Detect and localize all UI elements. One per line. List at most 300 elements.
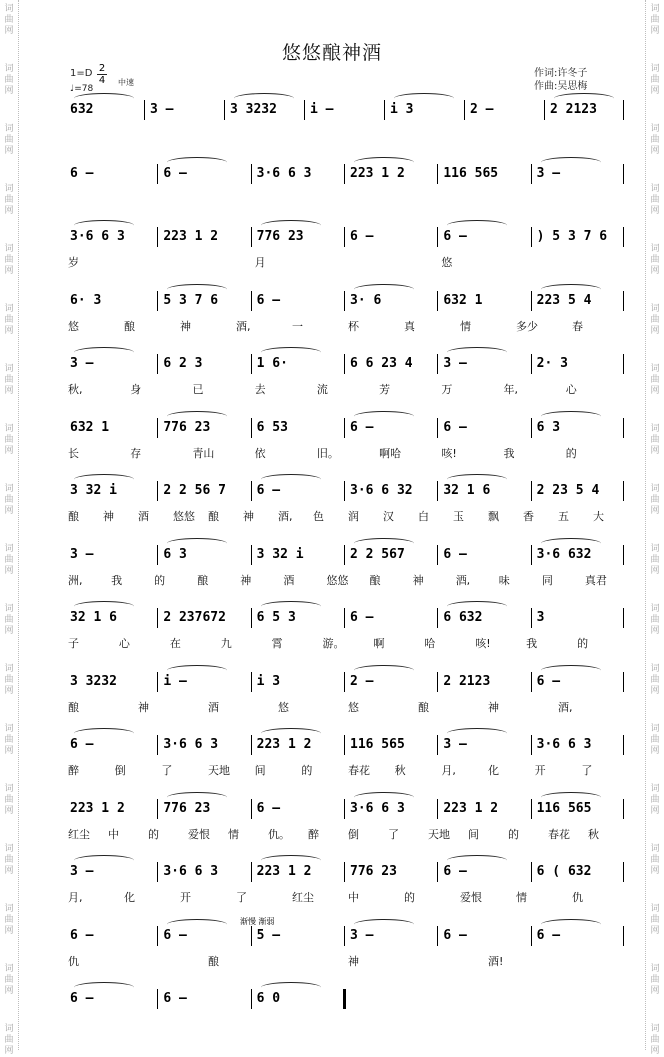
lyric-syllable: 咳!: [441, 446, 457, 460]
watermark-text: 词 曲 网: [650, 184, 660, 216]
lyric-syllable: 的: [154, 573, 166, 587]
lyric-syllable: 大: [593, 510, 604, 523]
measure: 2 –: [470, 102, 494, 117]
barline: [437, 672, 438, 692]
measure: 2· 3: [536, 356, 568, 371]
lyric-syllable: 酿: [418, 700, 429, 714]
barline: [344, 862, 345, 882]
lyric-syllable: 真: [404, 319, 415, 333]
barline-end: [623, 418, 624, 438]
lyric-syllable: 爱恨: [188, 827, 210, 841]
barline: [437, 227, 438, 247]
lyric-syllable: 九: [220, 637, 232, 650]
measure: 632 1: [443, 292, 483, 308]
dynamics-annotation: 渐慢 渐弱: [240, 916, 275, 926]
slur: [554, 93, 614, 104]
slur: [541, 157, 601, 168]
slur: [447, 601, 507, 612]
lyric-syllable: 青山: [192, 446, 215, 460]
composer-credit: 作曲:吴思梅: [534, 81, 588, 92]
barline: [157, 545, 158, 565]
measure: 6 –: [443, 419, 467, 435]
barline: [344, 608, 345, 628]
lyric-syllable: 悠: [278, 700, 289, 714]
barline: [157, 926, 158, 946]
watermark-text: 词 曲 网: [650, 64, 660, 96]
slur: [447, 220, 507, 231]
lyric-syllable: 酿: [124, 319, 135, 333]
measure: 632: [70, 102, 94, 117]
lyric-syllable: 酿: [208, 510, 219, 523]
barline: [437, 291, 438, 311]
notation-row: [64, 672, 624, 692]
slur: [541, 919, 601, 930]
measure: i 3: [390, 102, 414, 117]
lyric-syllable: 哈: [424, 637, 436, 650]
lyric-syllable: 春花: [348, 764, 370, 777]
measure: 2 2123: [443, 673, 491, 689]
lyric-syllable: 间: [254, 764, 266, 777]
barline-end: [623, 164, 624, 184]
barline: [344, 227, 345, 247]
slur: [261, 220, 321, 231]
lyric-syllable: 神: [412, 573, 424, 587]
lyric-syllable: 汉: [383, 510, 394, 523]
watermark-text: 词 曲 网: [650, 544, 660, 576]
lyric-syllable: 了: [161, 764, 173, 777]
measure: 6 53: [256, 419, 288, 435]
barline-end: [623, 735, 624, 755]
lyric-syllable: 咳!: [475, 637, 491, 650]
watermark-text: 词 曲 网: [4, 184, 14, 216]
lyric-syllable: 五: [558, 510, 569, 523]
measure: 6 –: [536, 673, 561, 689]
barline-end: [623, 608, 624, 628]
slur: [354, 665, 414, 676]
watermark-text: 词 曲 网: [4, 1024, 14, 1056]
slur: [167, 411, 227, 422]
measure: 2 23 5 4: [536, 483, 600, 498]
lyric-syllable: 酒: [208, 700, 219, 714]
measure: 6· 3: [70, 292, 102, 308]
slur: [167, 157, 227, 168]
slur: [354, 411, 414, 422]
barline: [344, 354, 345, 374]
lyric-syllable: 情: [516, 891, 527, 904]
barline: [251, 989, 252, 1009]
lyrics-row: [64, 445, 624, 461]
lyric-syllable: 已: [192, 383, 204, 396]
lyric-syllable: 岁: [68, 256, 79, 269]
barline-end: [623, 227, 624, 247]
measure: 6 –: [163, 165, 187, 181]
barline: [544, 100, 545, 120]
measure: 6 –: [536, 927, 561, 943]
score-line: [0, 481, 664, 547]
lyrics-row: [64, 826, 624, 842]
barline: [531, 799, 532, 819]
barline: [344, 291, 345, 311]
barline: [251, 354, 252, 374]
lyric-syllable: 情: [460, 319, 471, 333]
barline: [344, 926, 345, 946]
measure: 3 32 i: [256, 546, 304, 562]
measure: i –: [163, 673, 187, 689]
measure: 3 3232: [230, 102, 277, 117]
notation-row: [64, 799, 624, 819]
measure: 6 6 23 4: [350, 356, 413, 371]
barline: [384, 100, 385, 120]
score-line: [0, 862, 664, 928]
measure: 223 1 2: [256, 737, 312, 752]
measure: 3 3232: [70, 673, 117, 689]
measure: 1 6·: [256, 356, 288, 371]
lyric-syllable: 开: [180, 891, 191, 904]
slur: [167, 284, 227, 295]
lyric-syllable: 白: [418, 510, 429, 523]
measure: 3·6 6 32: [350, 483, 413, 498]
watermark-text: 词 曲 网: [650, 424, 660, 456]
measure: 3 –: [536, 165, 561, 181]
watermark-text: 词 曲 网: [4, 544, 14, 576]
key-signature: 1=D: [70, 68, 93, 79]
lyric-syllable: 天地: [428, 827, 450, 841]
measure: 6 3: [536, 419, 561, 435]
watermark-text: 词 曲 网: [650, 484, 660, 516]
slur: [354, 919, 414, 930]
lyric-syllable: 酿: [68, 510, 79, 523]
lyrics-row: [64, 318, 624, 334]
watermark-text: 词 曲 网: [4, 124, 14, 156]
notation-row: [64, 989, 624, 1009]
barline: [251, 418, 252, 438]
measure: 6 –: [163, 927, 187, 943]
watermark-text: 词 曲 网: [4, 304, 14, 336]
lyric-syllable: 酒,: [558, 700, 573, 714]
measure: 6 –: [256, 292, 281, 308]
barline: [344, 735, 345, 755]
slur: [394, 93, 454, 104]
slur: [261, 601, 321, 612]
slur: [74, 855, 134, 866]
measure: 2 2 56 7: [163, 483, 226, 498]
measure: 3 –: [443, 356, 467, 371]
barline: [344, 672, 345, 692]
lyric-syllable: 天地: [208, 764, 230, 777]
lyric-syllable: 神: [180, 319, 191, 333]
measure: 6 –: [256, 800, 281, 816]
lyric-syllable: 中: [108, 827, 119, 841]
lyric-syllable: 中: [348, 891, 359, 904]
measure: 3 32 i: [70, 483, 117, 498]
score-line: [0, 227, 664, 293]
barline: [157, 862, 158, 882]
measure: 3 –: [70, 546, 94, 562]
lyric-syllable: 真君: [584, 573, 607, 587]
lyric-syllable: 去: [254, 383, 266, 396]
measure: 3·6 6 3: [163, 864, 219, 879]
lyric-syllable: 了: [581, 764, 593, 777]
lyric-syllable: 春: [572, 319, 583, 333]
notation-row: [64, 608, 624, 628]
slur: [74, 93, 134, 104]
lyric-syllable: 的: [565, 446, 577, 460]
lyric-syllable: 情: [228, 827, 239, 841]
notation-row: [64, 418, 624, 438]
barline-end: [623, 926, 624, 946]
barline: [531, 545, 532, 565]
lyric-syllable: 杯: [348, 319, 359, 333]
watermark-text: 词 曲 网: [650, 1024, 660, 1056]
lyrics-row: [64, 699, 624, 715]
watermark-text: 词 曲 网: [650, 304, 660, 336]
time-signature: [97, 63, 107, 86]
barline-end: [343, 989, 346, 1009]
watermark-text: 词 曲 网: [650, 4, 660, 36]
barline-end: [623, 799, 624, 819]
lyric-syllable: 秋,: [68, 383, 83, 396]
watermark-text: 词 曲 网: [650, 904, 660, 936]
measure: 3 –: [443, 737, 467, 752]
measure: 6 –: [256, 483, 281, 498]
barline: [251, 164, 252, 184]
lyric-syllable: 神: [488, 700, 499, 714]
measure: 3·6 632: [536, 546, 592, 562]
barline: [144, 100, 145, 120]
measure: 6 –: [443, 864, 467, 879]
slur: [261, 474, 321, 485]
measure: 6 632: [443, 610, 483, 625]
time-signature-bottom: 4: [98, 75, 106, 86]
slur: [354, 157, 414, 168]
notation-row: [64, 735, 624, 755]
slur: [447, 347, 507, 358]
measure: 32 1 6: [443, 483, 491, 498]
lyric-syllable: 的: [508, 827, 519, 841]
lyric-syllable: 酒,: [455, 573, 471, 587]
watermark-text: 词 曲 网: [4, 844, 14, 876]
lyric-syllable: 酿: [197, 573, 209, 587]
measure: 2 2 567: [350, 546, 405, 562]
measure: 776 23: [350, 864, 397, 879]
barline: [251, 735, 252, 755]
measure: 223 1 2: [350, 165, 405, 181]
watermark-text: 词 曲 网: [650, 244, 660, 276]
measure: 5 3 7 6: [163, 292, 219, 308]
score-line: [0, 100, 664, 166]
lyrics-row: [64, 254, 624, 270]
lyric-syllable: 游。: [322, 637, 345, 650]
lyric-syllable: 酿: [208, 954, 219, 968]
watermark-text: 词 曲 网: [650, 604, 660, 636]
lyric-syllable: 酿: [369, 573, 381, 587]
slur: [74, 347, 134, 358]
barline-end: [623, 354, 624, 374]
barline: [251, 481, 252, 501]
barline-end: [623, 100, 624, 120]
measure: 6 –: [443, 229, 467, 244]
slur: [354, 284, 414, 295]
time-signature-top: 2: [98, 63, 106, 74]
lyric-syllable: 我: [111, 573, 123, 587]
watermark-text: 词 曲 网: [650, 784, 660, 816]
barline: [437, 164, 438, 184]
measure: 3 –: [350, 927, 374, 943]
barline: [531, 291, 532, 311]
lyric-syllable: 春花: [548, 827, 570, 841]
slur: [447, 855, 507, 866]
lyric-syllable: 万: [441, 383, 453, 396]
lyric-syllable: 心: [565, 383, 577, 396]
barline-end: [623, 291, 624, 311]
slur: [354, 538, 414, 549]
slur: [541, 665, 601, 676]
score-line: [0, 608, 664, 674]
notation-row: [64, 545, 624, 565]
measure: i 3: [256, 673, 281, 689]
lyric-syllable: 神: [243, 510, 254, 523]
song-title: 悠悠酿神酒: [281, 42, 382, 64]
lyric-syllable: 醉: [68, 764, 79, 777]
lyric-syllable: 悠: [441, 256, 453, 269]
lyric-syllable: 酒!: [488, 954, 504, 968]
measure: 116 565: [350, 737, 405, 752]
measure: 6 0: [256, 991, 281, 1006]
lyric-syllable: 酒,: [236, 319, 251, 333]
lyric-syllable: 倒: [114, 764, 126, 777]
lyrics-row: [64, 635, 624, 651]
barline: [437, 926, 438, 946]
slur: [447, 474, 507, 485]
score-line: [0, 735, 664, 801]
measure: 6 –: [443, 927, 467, 943]
slur: [74, 601, 134, 612]
measure: 3·6 6 3: [350, 800, 405, 816]
lyric-syllable: 神: [348, 954, 359, 968]
slur: [234, 93, 294, 104]
slur: [261, 982, 321, 993]
barline: [344, 164, 345, 184]
lyric-syllable: 多少: [516, 319, 538, 333]
lyric-syllable: 一: [292, 319, 303, 333]
measure: 223 1 2: [443, 800, 499, 816]
measure: 116 565: [536, 800, 592, 816]
score-line: [0, 354, 664, 420]
lyric-syllable: 酒,: [278, 510, 293, 523]
lyric-syllable: 爱恨: [460, 891, 482, 904]
lyrics-row: [64, 381, 624, 397]
barline: [531, 354, 532, 374]
lyrics-row: [64, 572, 624, 588]
measure: 6 –: [350, 229, 374, 244]
lyric-syllable: 神: [138, 700, 149, 714]
measure: 5 –: [256, 927, 281, 943]
slur: [541, 538, 601, 549]
measure: 2 2123: [550, 102, 597, 117]
watermark-text: 词 曲 网: [4, 784, 14, 816]
measure: 6 3: [163, 546, 187, 562]
measure: 6 ( 632: [536, 864, 592, 879]
lyric-syllable: 红尘: [68, 827, 90, 841]
lyric-syllable: 存: [130, 446, 142, 460]
lyric-syllable: 年,: [503, 383, 519, 396]
slur: [167, 919, 227, 930]
notation-row: [64, 100, 624, 120]
lyric-syllable: 悠悠: [326, 573, 349, 587]
barline: [437, 481, 438, 501]
barline: [157, 672, 158, 692]
lyric-syllable: 身: [130, 383, 142, 396]
watermark-text: 词 曲 网: [4, 604, 14, 636]
lyric-syllable: 悠: [348, 700, 359, 714]
barline: [157, 164, 158, 184]
measure: 776 23: [163, 800, 211, 816]
measure: 6 –: [350, 419, 374, 435]
barline: [437, 354, 438, 374]
notation-row: [64, 926, 624, 946]
watermark-text: 词 曲 网: [650, 664, 660, 696]
barline: [437, 862, 438, 882]
lyrics-row: [64, 508, 624, 524]
watermark-text: 词 曲 网: [4, 364, 14, 396]
lyric-syllable: 的: [148, 827, 159, 841]
measure: 2 237672: [163, 610, 226, 625]
barline: [157, 354, 158, 374]
watermark-text: 词 曲 网: [4, 4, 14, 36]
barline: [531, 735, 532, 755]
barline: [344, 545, 345, 565]
barline-end: [623, 862, 624, 882]
lyric-syllable: 红尘: [292, 891, 314, 904]
measure: 6 –: [70, 991, 94, 1006]
barline: [344, 481, 345, 501]
barline-end: [623, 672, 624, 692]
lyric-syllable: 味: [498, 573, 510, 587]
lyric-syllable: 秋: [588, 827, 599, 841]
tempo-mark: ♩=78: [70, 84, 94, 94]
watermark-text: 词 曲 网: [4, 724, 14, 756]
lyric-syllable: 仇: [572, 891, 583, 904]
barline: [531, 926, 532, 946]
lyric-syllable: 啊: [373, 637, 385, 650]
lyric-syllable: 芳: [379, 383, 391, 396]
barline: [344, 799, 345, 819]
notation-row: [64, 164, 624, 184]
measure: 6 2 3: [163, 356, 203, 371]
barline: [251, 799, 252, 819]
measure: 3 –: [150, 102, 174, 117]
slur: [541, 792, 601, 803]
watermark-text: 词 曲 网: [650, 124, 660, 156]
slur: [261, 347, 321, 358]
lyric-syllable: 神: [103, 510, 114, 523]
watermark-text: 词 曲 网: [4, 484, 14, 516]
score-line: [0, 989, 664, 1055]
barline: [251, 545, 252, 565]
lyric-syllable: 的: [301, 764, 313, 777]
watermark-text: 词 曲 网: [4, 64, 14, 96]
lyrics-row: [64, 762, 624, 778]
lyric-syllable: 旧。: [316, 446, 339, 460]
measure: i –: [310, 102, 334, 117]
measure: 3·6 6 3: [163, 737, 219, 752]
barline: [531, 418, 532, 438]
barline: [437, 608, 438, 628]
measure: 3: [536, 610, 545, 625]
slur: [167, 665, 227, 676]
lyric-syllable: 月,: [441, 764, 456, 777]
lyric-syllable: 色: [313, 510, 324, 523]
